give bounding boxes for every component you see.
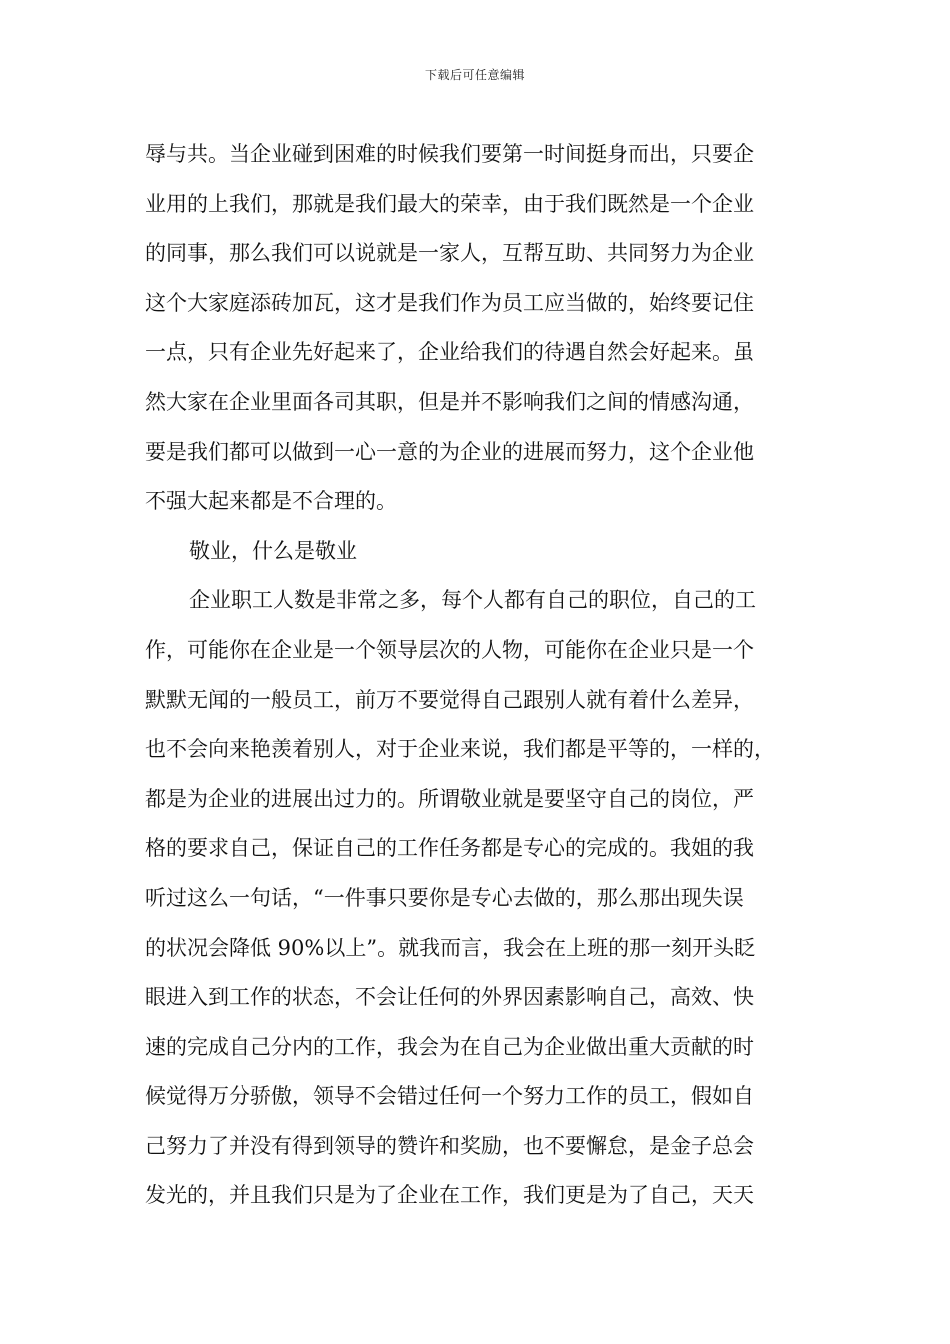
text-line: 己努力了并没有得到领导的赞许和奖励，也不要懈怠，是金子总会 bbox=[145, 1133, 754, 1158]
text-line: 也不会向来艳羡着别人，对于企业来说，我们都是平等的，一样的， bbox=[145, 737, 775, 762]
text-line: 默默无闻的一般员工，前万不要觉得自己跟别人就有着什么差异， bbox=[145, 687, 754, 712]
text-line: 一点，只有企业先好起来了，企业给我们的待遇自然会好起来。虽 bbox=[145, 340, 754, 365]
text-line: 要是我们都可以做到一心一意的为企业的进展而努力，这个企业他 bbox=[145, 439, 754, 464]
text-line: 业用的上我们，那就是我们最大的荣幸，由于我们既然是一个企业 bbox=[145, 191, 754, 216]
text-line: 辱与共。当企业碰到困难的时候我们要第一时间挺身而出，只要企 bbox=[145, 142, 754, 166]
text-line: 眼进入到工作的状态，不会让任何的外界因素影响自己，高效、快 bbox=[145, 985, 754, 1010]
text-line: 格的要求自己，保证自己的工作任务都是专心的完成的。我姐的我 bbox=[145, 836, 754, 861]
text-line: 速的完成自己分内的工作，我会为在自己为企业做出重大贡献的时 bbox=[145, 1034, 754, 1059]
text-line: 都是为企业的进展出过力的。所谓敬业就是要坚守自己的岗位，严 bbox=[145, 786, 754, 811]
text-line: 的状况会降低 90%以上”。就我而言，我会在上班的那一刻开头眨 bbox=[145, 935, 756, 960]
text-line: 这个大家庭添砖加瓦，这才是我们作为员工应当做的，始终要记住 bbox=[145, 290, 754, 315]
paragraph-start-line: 企业职工人数是非常之多，每个人都有自己的职位，自己的工 bbox=[189, 588, 756, 613]
paragraph-start-line: 敬业，什么是敬业 bbox=[189, 538, 357, 563]
page-header: 下载后可任意编辑 bbox=[424, 68, 525, 82]
text-line: 不强大起来都是不合理的。 bbox=[145, 489, 397, 514]
document-body bbox=[145, 130, 797, 1221]
text-line: 听过这么一句话，“一件事只要你是专心去做的，那么那出现失误 bbox=[145, 885, 744, 910]
text-line: 然大家在企业里面各司其职，但是并不影响我们之间的情感沟通， bbox=[145, 389, 754, 414]
text-line: 作，可能你在企业是一个领导层次的人物，可能你在企业只是一个 bbox=[145, 637, 754, 662]
text-line: 发光的，并且我们只是为了企业在工作，我们更是为了自己，天天 bbox=[145, 1183, 754, 1208]
text-line: 候觉得万分骄傲，领导不会错过任何一个努力工作的员工，假如自 bbox=[145, 1084, 754, 1109]
text-line: 的同事，那么我们可以说就是一家人，互帮互助、共同努力为企业 bbox=[145, 241, 754, 266]
